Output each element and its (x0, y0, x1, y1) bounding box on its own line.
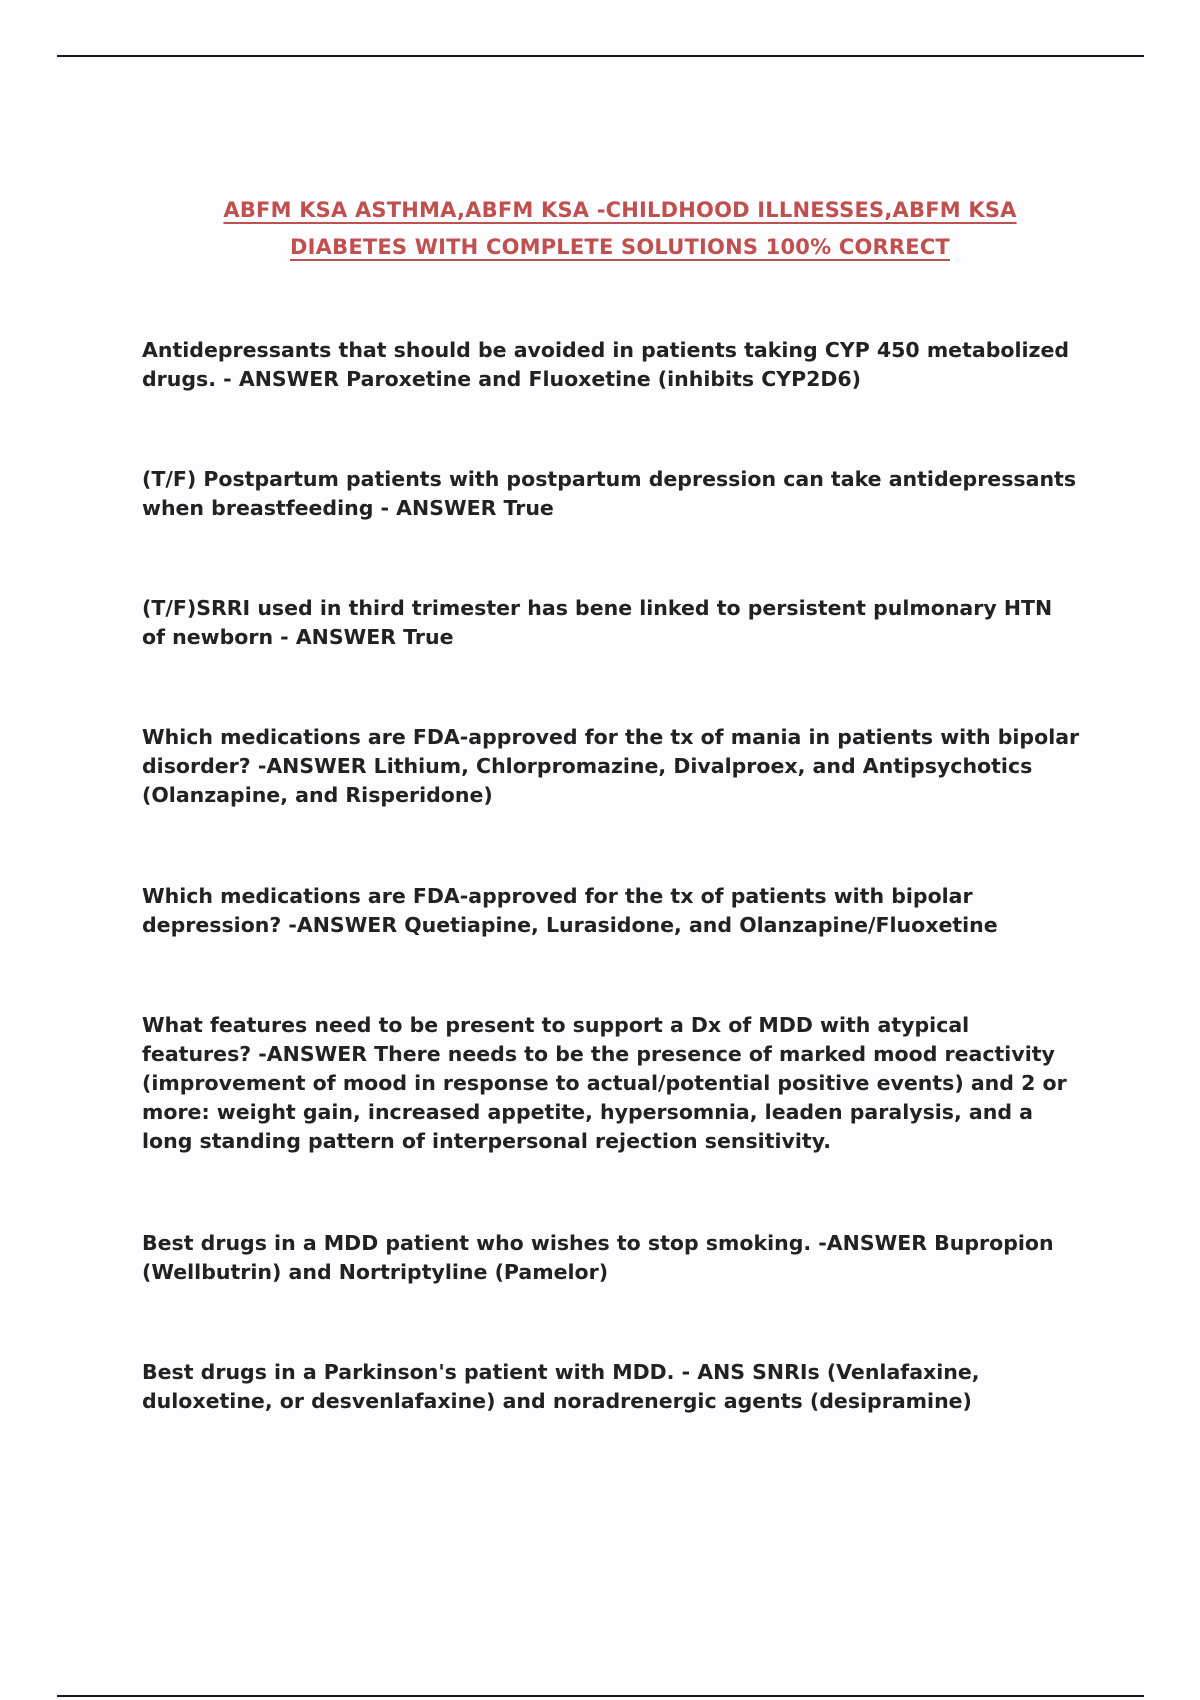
qa-item: Which medications are FDA-approved for the tx of mania in patients with bipolar disorder? -ANSWER Lithium, Chlorpromazine, Divalproex, and Antipsychotics (Olanzapine, and Risperidone) (142, 725, 1080, 807)
qa-item: Antidepressants that should be avoided in patients taking CYP 450 metabolized drugs. - ANSWER Paroxetine and Fluoxetine (inhibits CYP2D6) (142, 338, 1070, 391)
qa-item: Best drugs in a MDD patient who wishes to stop smoking. -ANSWER Bupropion (Wellbutrin) and Nortriptyline (Pamelor) (142, 1231, 1054, 1284)
title-line-1: ABFM KSA ASTHMA,ABFM KSA -CHILDHOOD ILLNESSES,ABFM KSA (223, 198, 1017, 222)
document-title (140, 192, 1100, 266)
header-rule (57, 55, 1144, 57)
qa-item: Best drugs in a Parkinson's patient with MDD. - ANS SNRIs (Venlafaxine, duloxetine, or desvenlafaxine) and noradrenergic agents (desipramine) (142, 1360, 980, 1413)
qa-item: What features need to be present to support a Dx of MDD with atypical features? -ANSWER There needs to be the presence of marked mood reactivity (improvement of mood in response to actual/potential positive events) and 2 or more: weight gain, increased appetite, hypersomnia, leaden paralysis, and a long standing pattern of interpersonal rejection sensitivity. (142, 1013, 1067, 1153)
footer-rule (57, 1695, 1144, 1697)
qa-item: (T/F)SRRI used in third trimester has bene linked to persistent pulmonary HTN of newborn - ANSWER True (142, 596, 1053, 649)
qa-item: Which medications are FDA-approved for the tx of patients with bipolar depression? -ANSWER Quetiapine, Lurasidone, and Olanzapine/Fluoxetine (142, 884, 998, 937)
qa-item: (T/F) Postpartum patients with postpartum depression can take antidepressants when breastfeeding - ANSWER True (142, 467, 1077, 520)
title-line-2: DIABETES WITH COMPLETE SOLUTIONS 100% CORRECT (290, 235, 950, 259)
